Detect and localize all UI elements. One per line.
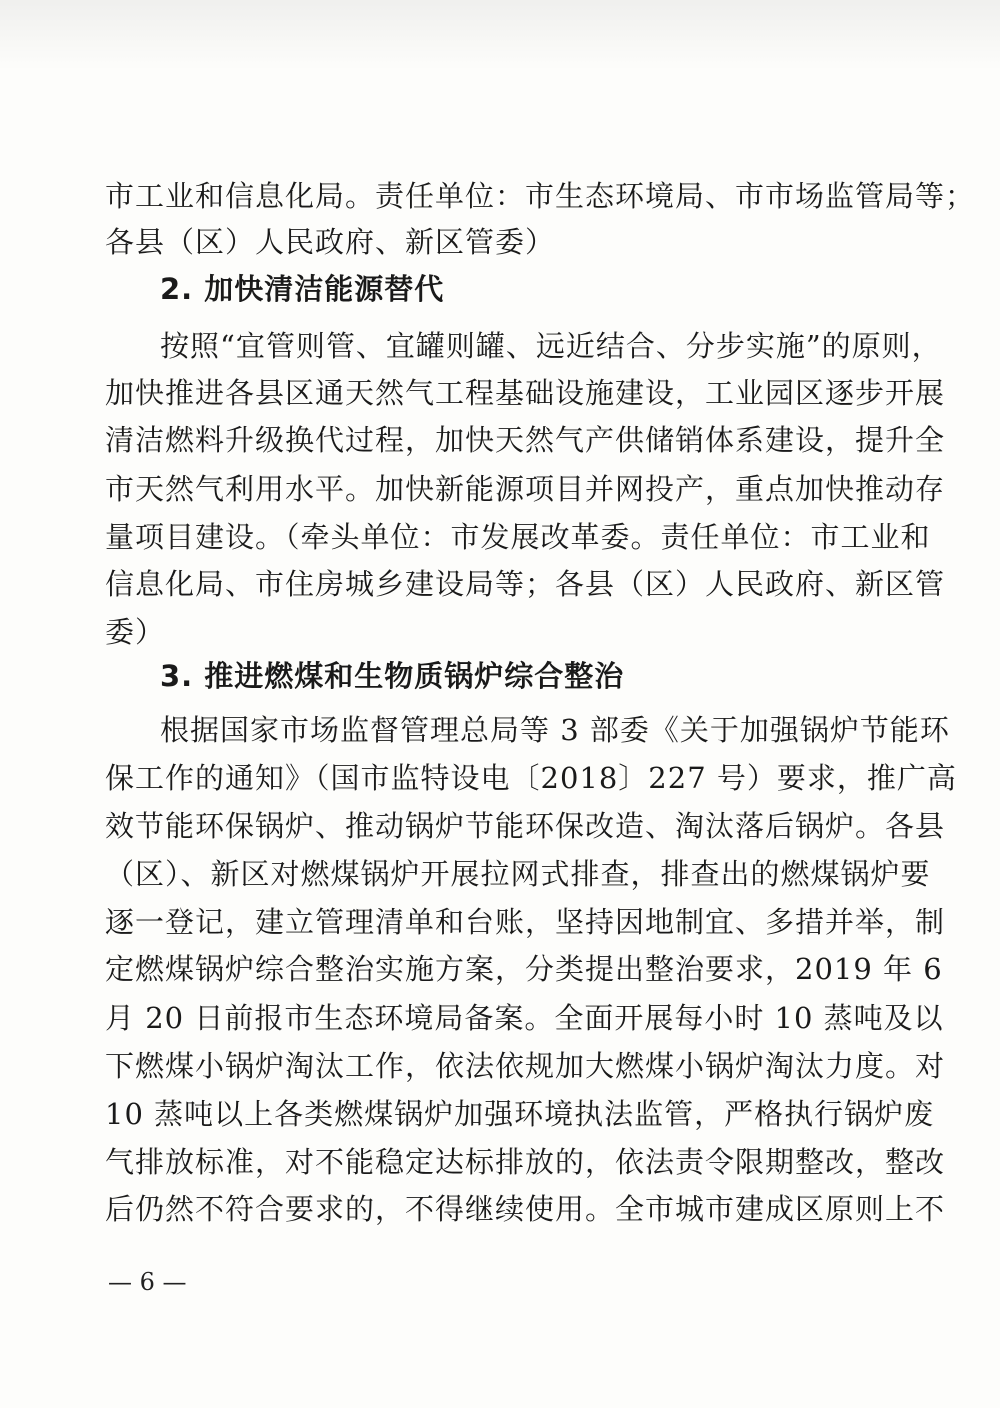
text-line: 信息化局、市住房城乡建设局等；各县（区）人民政府、新区管 <box>105 567 946 601</box>
text-line: 气排放标准，对不能稳定达标排放的，依法责令限期整改，整改 <box>105 1145 946 1179</box>
scan-shadow <box>0 0 1000 70</box>
text-line: 按照“宜管则管、宜罐则罐、远近结合、分步实施”的原则， <box>160 329 942 363</box>
text-line: 定燃煤锅炉综合整治实施方案，分类提出整治要求，2019 年 6 <box>105 952 943 986</box>
text-line: 市天然气利用水平。加快新能源项目并网投产，重点加快推动存 <box>105 472 946 506</box>
text-line: 后仍然不符合要求的，不得继续使用。全市城市建成区原则上不 <box>105 1192 946 1226</box>
text-line: 根据国家市场监督管理总局等 3 部委《关于加强锅炉节能环 <box>160 713 950 747</box>
text-line: 量项目建设。（牵头单位：市发展改革委。责任单位：市工业和 <box>105 520 931 554</box>
text-line: 10 蒸吨以上各类燃煤锅炉加强环境执法监管，严格执行锅炉废 <box>105 1097 935 1131</box>
text-line: （区）、新区对燃煤锅炉开展拉网式排查，排查出的燃煤锅炉要 <box>105 857 931 891</box>
text-line: 各县（区）人民政府、新区管委） <box>105 225 556 259</box>
text-line: 加快推进各县区通天然气工程基础设施建设，工业园区逐步开展 <box>105 376 946 410</box>
text-line: 逐一登记，建立管理清单和台账，坚持因地制宜、多措并举，制 <box>105 905 946 939</box>
text-line: 市工业和信息化局。责任单位：市生态环境局、市市场监管局等； <box>105 179 976 213</box>
text-line: 效节能环保锅炉、推动锅炉节能环保改造、淘汰落后锅炉。各县 <box>105 809 946 843</box>
text-line: 清洁燃料升级换代过程，加快天然气产供储销体系建设，提升全 <box>105 423 946 457</box>
section-heading: 3. 推进燃煤和生物质锅炉综合整治 <box>160 659 625 693</box>
text-line: 下燃煤小锅炉淘汰工作，依法依规加大燃煤小锅炉淘汰力度。对 <box>105 1049 946 1083</box>
text-line: 委） <box>105 615 166 649</box>
section-heading: 2. 加快清洁能源替代 <box>160 272 445 306</box>
page-number: — 6 — <box>108 1268 187 1296</box>
text-line: 保工作的通知》（国市监特设电〔2018〕227 号）要求，推广高 <box>105 761 957 795</box>
text-line: 月 20 日前报市生态环境局备案。全面开展每小时 10 蒸吨及以 <box>105 1001 944 1035</box>
